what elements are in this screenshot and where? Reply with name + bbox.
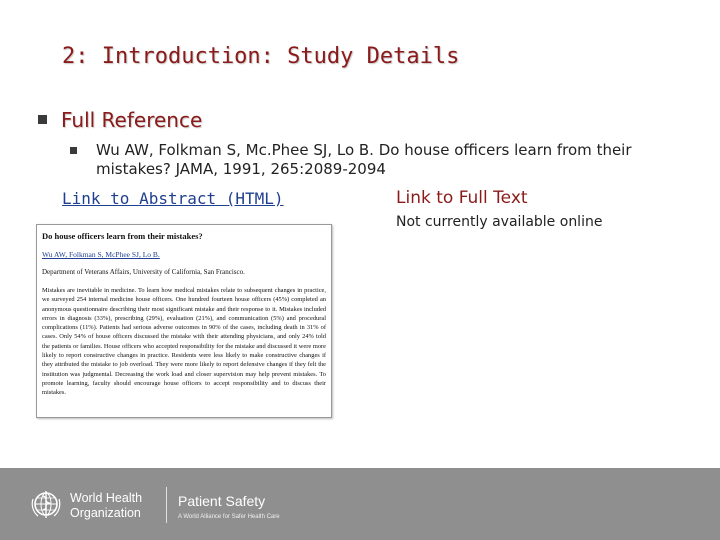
bullet-heading: Full Reference	[61, 108, 203, 132]
reference-citation	[70, 141, 690, 179]
abstract-body: Mistakes are inevitable in medicine. To learn how medical mistakes relate to subsequent changes in practice, we surveyed 254 internal medicine house officers. One hundred fourteen house officers (45%) completed an anonymous questionnaire describing their most significant mistake and their response to it. Mistakes included errors in diagnosis (33%), prescribing (29%), evaluation (21%), and communication (5%) and procedural complications (11%). Patients had serious adverse outcomes in 90% of the cases, including death in 31% of cases. Only 54% of house officers discussed the mistake with their attending physicians, and only 24% told the patients or families. House officers who accepted responsibility for the mistake and discussed it were more likely to report constructive changes in practice. Residents were less likely to make constructive changes if they attributed the mistake to job overload. They were more likely to report defensive changes if they felt the institution was judgmental. Decreasing the work load and closer supervision may help prevent mistakes. To promote learning, faculty should encourage house officers to accept responsibility and to discuss their mistakes.	[42, 287, 326, 397]
who-line-1: World Health	[70, 491, 143, 505]
bullet-square-icon	[38, 115, 47, 124]
who-wordmark	[70, 491, 142, 521]
footer-bar	[0, 468, 720, 540]
who-emblem-icon	[30, 488, 62, 520]
patient-safety-tagline: A World Alliance for Safer Health Care	[178, 514, 280, 520]
abstract-authors[interactable]: Wu AW, Folkman S, McPhee SJ, Lo B.	[42, 250, 160, 259]
abstract-affiliation: Department of Veterans Affairs, University of California, San Francisco.	[42, 268, 245, 276]
footer-divider	[166, 487, 167, 523]
abstract-link[interactable]: Link to Abstract (HTML)	[62, 189, 284, 208]
slide-title: 2: Introduction: Study Details	[62, 44, 460, 69]
bullet-full-reference	[38, 108, 202, 132]
who-line-2: Organization	[70, 506, 141, 520]
bullet-square-icon	[70, 147, 77, 154]
patient-safety-title: Patient Safety	[178, 493, 266, 509]
abstract-title: Do house officers learn from their mistakes?	[42, 231, 203, 241]
full-text-heading: Link to Full Text	[396, 188, 528, 208]
abstract-screenshot	[36, 224, 332, 418]
reference-text: Wu AW, Folkman S, Mc.Phee SJ, Lo B. Do house officers learn from their mistakes? JAMA, 1991, 265:2089-2094	[96, 141, 632, 178]
full-text-note: Not currently available online	[396, 214, 603, 230]
